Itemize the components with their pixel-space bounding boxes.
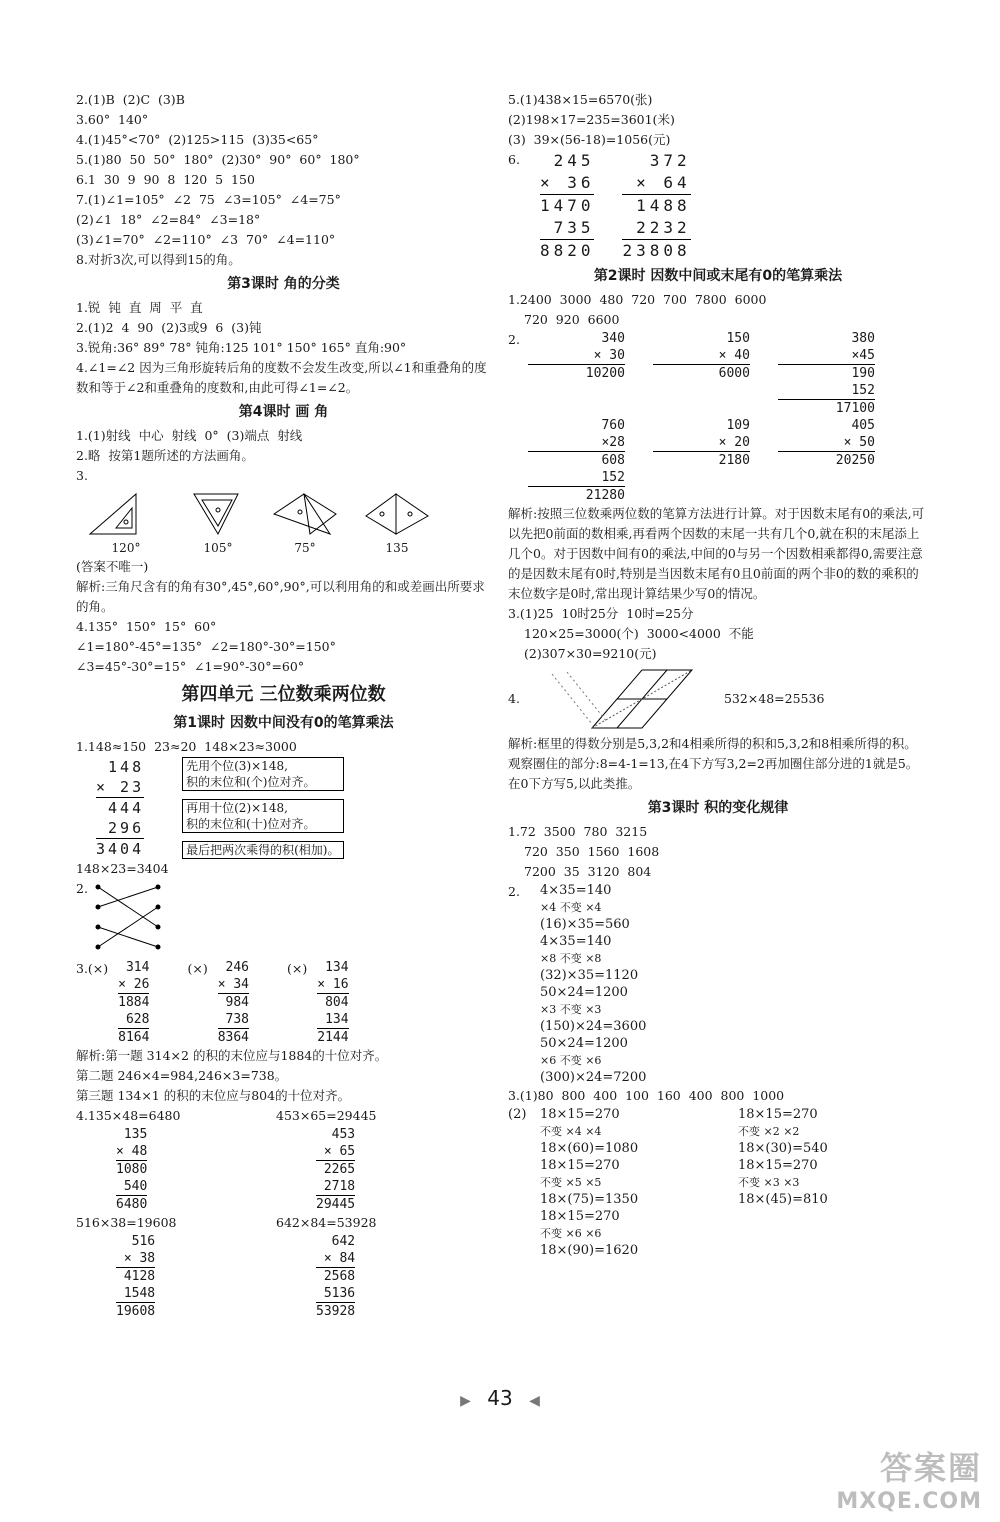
question-number: 2. — [508, 884, 520, 899]
question-number: 2. — [508, 332, 520, 347]
calc-line: 2144 — [317, 1030, 349, 1045]
rule-line: (300)×24=7200 — [540, 1070, 647, 1085]
note-text: 积的末位和(个)位对齐。 — [186, 775, 316, 789]
vertical-calc — [116, 1126, 147, 1213]
answer-line: 5.(1)80 50 50° 180° (2)30° 90° 60° 180° — [76, 152, 360, 167]
rule-line: (32)×35=1120 — [540, 968, 639, 983]
vertical-calc — [778, 417, 875, 504]
answer-line: 7200 35 3120 804 — [524, 864, 652, 879]
matching-lines-figure — [88, 879, 168, 959]
set-square-icon — [188, 490, 248, 538]
analysis-text: 解析:框里的得数分别是5,3,2和4相乘所得的积和5,3,2和8相乘所得的积。观察圈住的部分:8=4-1=13,在4下方写3,2=2再加圈住部分进的1就是5。在0下方写5,以此类推。 — [508, 736, 919, 791]
rule-line: 18×(75)=1350 — [540, 1192, 639, 1207]
lesson-title: 第1课时 因数中间没有0的笔算乘法 — [173, 715, 394, 731]
rule-block — [540, 882, 630, 933]
answer-line: 1.锐 钝 直 周 平 直 — [76, 300, 203, 315]
rule-line: 50×24=1200 — [540, 1036, 628, 1051]
set-square-icon — [270, 490, 340, 538]
calc-line: 516 — [131, 1234, 156, 1249]
calc-line: 134 — [325, 960, 349, 975]
answer-line: 8.对折3次,可以得到15的角。 — [76, 252, 241, 267]
answer-line: (2)307×30=9210(元) — [524, 646, 657, 661]
rule-line: 18×15=270 — [738, 1158, 818, 1173]
calc-line: 735 — [553, 218, 595, 237]
answer-line: ∠3=45°-30°=15° ∠1=90°-30°=60° — [76, 659, 305, 674]
calc-line: 380 — [851, 331, 875, 346]
lattice-multiplication-figure — [532, 664, 712, 734]
question-number: 6. — [508, 152, 520, 167]
answer-line: 3.60° 140° — [76, 112, 149, 127]
calc-line: 984 — [218, 993, 249, 1011]
vertical-calc — [653, 330, 750, 417]
lesson-title: 第3课时 积的变化规律 — [647, 800, 789, 816]
calc-line: × 48 — [116, 1144, 148, 1159]
calc-line: 20250 — [778, 451, 875, 469]
answer-line: (3) 39×(56-18)=1056(元) — [508, 132, 671, 147]
triangle-figure — [270, 490, 340, 555]
vertical-calc — [118, 959, 149, 1046]
judgement-mark: (×) — [187, 961, 208, 976]
answer-line: 532×48=25536 — [723, 691, 825, 706]
calc-line: × 38 — [123, 1251, 156, 1266]
calc-line: 29445 — [316, 1197, 356, 1212]
angle-label: 135 — [385, 541, 409, 555]
right-column — [508, 90, 928, 1259]
answer-line: 453×65=29445 — [276, 1108, 377, 1123]
calc-line: 540 — [123, 1179, 148, 1194]
watermark — [836, 1443, 982, 1514]
question-number — [508, 984, 534, 1035]
calc-line: 23808 — [622, 241, 691, 260]
change-rule-item — [738, 1106, 928, 1157]
calc-line: 5136 — [323, 1286, 356, 1301]
rule-block — [738, 1157, 928, 1208]
vertical-calc — [316, 1233, 355, 1320]
rule-line: 18×15=270 — [540, 1209, 620, 1224]
change-rule-item — [508, 1035, 928, 1086]
question-number — [508, 1035, 534, 1086]
calc-line: 17100 — [778, 399, 875, 417]
rule-line: (150)×24=3600 — [540, 1019, 647, 1034]
answer-line: 3.(1)25 10时25分 10时=25分 — [508, 606, 694, 621]
rule-arrows: 不变 ×6 ×6 — [540, 1227, 602, 1240]
rule-arrows: ×4 不变 ×4 — [540, 901, 602, 914]
vertical-multiplication-annotated — [96, 757, 491, 859]
rule-line: 18×(60)=1080 — [540, 1141, 639, 1156]
rule-line: 18×(45)=810 — [738, 1192, 828, 1207]
calc-line: 405 — [851, 418, 875, 433]
rule-line: 18×15=270 — [540, 1158, 620, 1173]
calc-line: 135 — [123, 1127, 148, 1142]
rule-arrows: 不变 ×2 ×2 — [738, 1125, 800, 1138]
question-number: 2. — [76, 881, 88, 896]
answer-line: 1.148≈150 23≈20 148×23≈3000 — [76, 739, 297, 754]
answer-line: ∠1=180°-45°=135° ∠2=180°-30°=150° — [76, 639, 336, 654]
answer-line: 120×25=3000(个) 3000<4000 不能 — [524, 626, 754, 641]
rule-line: 18×15=270 — [540, 1107, 620, 1122]
watermark-logo-text: 答案圈 — [879, 1449, 982, 1487]
note-text: 再用十位(2)×148, — [186, 801, 288, 815]
set-square-icon — [86, 490, 166, 538]
calc-line: 19608 — [116, 1304, 156, 1319]
rule-block — [540, 984, 646, 1035]
step-notes — [182, 757, 343, 859]
calc-line: 8820 — [539, 241, 595, 260]
rule-arrows: ×6 不变 ×6 — [540, 1054, 602, 1067]
step-note — [182, 757, 343, 791]
answer-line: 720 920 6600 — [524, 312, 620, 327]
answer-line: 4.(1)45°<70° (2)125>115 (3)35<65° — [76, 132, 319, 147]
vertical-calc — [528, 417, 625, 504]
rule-line: 18×15=270 — [738, 1107, 818, 1122]
calc-line: 642 — [331, 1234, 356, 1249]
rule-block — [540, 933, 638, 984]
triangle-figure — [86, 490, 166, 555]
answer-line: (3)∠1=70° ∠2=110° ∠3 70° ∠4=110° — [76, 232, 336, 247]
rule-line: 18×(90)=1620 — [540, 1243, 639, 1258]
question-number: 4. — [508, 691, 520, 706]
calc-line: 150 — [726, 331, 750, 346]
calc-line: 1080 — [116, 1162, 148, 1177]
answer-line: 148×23=3404 — [76, 861, 169, 876]
vertical-calc — [778, 330, 875, 417]
change-rule-item — [508, 984, 928, 1035]
calc-line: × 30 — [593, 348, 625, 363]
rule-line: 50×24=1200 — [540, 985, 628, 1000]
answer-line: 4.∠1=∠2 因为三角形旋转后角的度数不会发生改变,所以∠1和重叠角的度数和等于∠2和重叠角的度数和,由此可得∠1=∠2。 — [76, 360, 487, 395]
answer-line: 4.135×48=6480 — [76, 1108, 181, 1123]
answer-line: 5.(1)438×15=6570(张) — [508, 92, 653, 107]
calc-line: 2718 — [323, 1179, 356, 1194]
calc-line: 738 — [225, 1012, 250, 1027]
note-text: 先用个位(3)×148, — [186, 759, 288, 773]
change-rule-item — [508, 1208, 738, 1259]
calc-line: 4128 — [116, 1267, 155, 1285]
calc-line: 3404 — [96, 840, 145, 858]
change-rule-grid — [508, 1106, 928, 1259]
calc-line: 21280 — [528, 486, 625, 504]
change-rule-item — [508, 1157, 738, 1208]
calc-line: 314 — [125, 960, 150, 975]
calc-line: × 65 — [323, 1144, 356, 1159]
answer-line: 2.略 按第1题所述的方法画角。 — [76, 448, 254, 463]
left-column — [76, 90, 491, 1320]
change-rule-list — [508, 882, 928, 1086]
answer-line: 642×84=53928 — [276, 1215, 377, 1230]
calc-line: 2180 — [653, 451, 750, 469]
q4-item — [276, 1106, 476, 1213]
calc-line: 2232 — [636, 218, 691, 237]
page-footer — [0, 1386, 1000, 1410]
rule-block — [540, 1035, 646, 1086]
lesson-title: 第4课时 画 角 — [238, 404, 329, 420]
page-number: 43 — [487, 1386, 513, 1410]
rule-block — [738, 1106, 928, 1157]
calc-line: 6480 — [116, 1197, 148, 1212]
q4-item — [76, 1106, 276, 1213]
vertical-calc — [540, 150, 595, 262]
angle-label: 75° — [294, 541, 316, 555]
analysis-text: 解析:按照三位数乘两位数的笔算方法进行计算。对于因数末尾有0的乘法,可以先把0前面的数相乘,再看两个因数的末尾一共有几个0,就在积的末尾添上几个0。对于因数中间有0的乘法,中间的0与另一个因数相乘都得0,需要注意的是因数末尾有0时,特别是当因数末尾有0且0前面的两个非0的数的乘积的末位数字是0时,常出现计算结果少写0的情况。 — [508, 506, 925, 601]
calc-line: 340 — [601, 331, 625, 346]
triangle-figure — [362, 490, 432, 555]
answer-line: 7.(1)∠1=105° ∠2 75 ∠3=105° ∠4=75° — [76, 192, 341, 207]
calc-line: 296 — [108, 819, 145, 837]
calc-line: × 20 — [718, 435, 750, 450]
calc-line: 372 — [649, 151, 691, 170]
change-rule-item — [508, 1106, 738, 1157]
set-square-icon — [362, 490, 432, 538]
calc-line: 608 — [528, 451, 625, 469]
answer-line: (2)∠1 18° ∠2=84° ∠3=18° — [76, 212, 261, 227]
chevron-right-icon: ▶ — [460, 1393, 471, 1409]
answer-line: 3.(1)80 800 400 100 160 400 800 1000 — [508, 1088, 785, 1103]
vertical-calc — [653, 417, 750, 504]
rule-block — [540, 1157, 638, 1208]
unit-title: 第四单元 三位数乘两位数 — [181, 684, 386, 705]
calc-line: × 26 — [118, 977, 150, 992]
calc-line: 134 — [325, 1012, 349, 1027]
calc-line: 760 — [601, 418, 625, 433]
rule-arrows: ×8 不变 ×8 — [540, 952, 602, 965]
watermark-url: MXQE.COM — [836, 1489, 982, 1514]
q4-calcs — [76, 1106, 491, 1320]
analysis-text: 解析:第一题 314×2 的积的末位应与1884的十位对齐。 — [76, 1048, 388, 1063]
answer-line: 4.135° 150° 15° 60° — [76, 619, 217, 634]
vertical-calc — [316, 1126, 355, 1213]
answer-line: 6.1 30 9 90 8 120 5 150 — [76, 172, 255, 187]
calc-line: 10200 — [528, 364, 625, 382]
note-text: 积的末位和(十)位对齐。 — [186, 817, 316, 831]
question-number: (2) — [508, 1107, 527, 1122]
calc-line: 246 — [225, 960, 250, 975]
change-rule-item — [738, 1157, 928, 1208]
answer-line: 2.(1)B (2)C (3)B — [76, 92, 185, 107]
calc-line: 6000 — [653, 364, 750, 382]
rule-line: 18×(30)=540 — [738, 1141, 828, 1156]
lesson-title: 第2课时 因数中间或末尾有0的笔算乘法 — [593, 268, 843, 284]
change-rule-item — [508, 882, 928, 933]
question-number — [508, 1157, 534, 1208]
step-note: 最后把两次乘得的积(相加)。 — [182, 841, 343, 859]
calc-line: × 36 — [539, 173, 595, 192]
triangle-figure — [188, 490, 248, 555]
q2-calcs — [508, 330, 928, 504]
calc-line: 1548 — [123, 1286, 156, 1301]
lesson-title: 第3课时 角的分类 — [227, 276, 340, 292]
question-number: 3.(×) — [76, 961, 109, 976]
calc-line: 2265 — [316, 1160, 355, 1178]
calc-line: × 50 — [843, 435, 875, 450]
analysis-text: 第三题 134×1 的积的末位应与804的十位对齐。 — [76, 1088, 351, 1103]
rule-arrows: 不变 ×5 ×5 — [540, 1176, 602, 1189]
answer-line: 516×38=19608 — [76, 1215, 177, 1230]
calc-line: 453 — [331, 1127, 356, 1142]
calc-line: 1488 — [622, 194, 690, 217]
calc-line: ×28 — [601, 435, 625, 450]
calc-line: × 40 — [718, 348, 750, 363]
calc-line: 152 — [851, 383, 875, 398]
judgement-mark: (×) — [287, 961, 308, 976]
step-note — [182, 799, 343, 833]
angle-label: 120° — [111, 541, 141, 555]
analysis-text: 第二题 246×4=984,246×3=738。 — [76, 1068, 288, 1083]
chevron-left-icon: ◀ — [529, 1393, 540, 1409]
rule-line: 4×35=140 — [540, 934, 612, 949]
rule-block — [540, 1106, 638, 1157]
calc-line: 245 — [553, 151, 595, 170]
q6-calcs — [508, 150, 928, 262]
analysis-text: 解析:三角尺含有的角有30°,45°,60°,90°,可以利用角的和或差画出所要求的角。 — [76, 579, 485, 614]
vertical-calc — [528, 330, 625, 417]
calc-line: × 34 — [217, 977, 250, 992]
calc-line: 8364 — [217, 1030, 250, 1045]
rule-block — [540, 1208, 638, 1259]
calc-line: × 64 — [636, 173, 691, 192]
answer-line: 1.72 3500 780 3215 — [508, 824, 648, 839]
rule-arrows: 不变 ×4 ×4 — [540, 1125, 602, 1138]
vertical-calc — [96, 757, 144, 859]
correction-question — [76, 959, 491, 1046]
vertical-calc — [218, 959, 249, 1046]
rule-line: 4×35=140 — [540, 883, 612, 898]
q4-item — [76, 1213, 276, 1320]
answer-line: (答案不唯一) — [76, 559, 149, 574]
answer-line: 2.(1)2 4 90 (2)3或9 6 (3)钝 — [76, 320, 262, 335]
calc-line: 1470 — [539, 196, 595, 215]
calc-line: 8164 — [118, 1030, 150, 1045]
answer-line: (2)198×17=235=3601(米) — [508, 112, 675, 127]
calc-line: × 16 — [317, 977, 349, 992]
matching-question — [76, 879, 491, 959]
rule-arrows: ×3 不变 ×3 — [540, 1003, 602, 1016]
rule-line: (16)×35=560 — [540, 917, 630, 932]
triangle-figures — [86, 490, 491, 555]
calc-line: × 23 — [96, 778, 145, 796]
lattice-question — [508, 664, 928, 734]
calc-line: 628 — [125, 1012, 150, 1027]
calc-line: 444 — [96, 797, 144, 818]
vertical-calc — [317, 959, 348, 1046]
vertical-calc — [116, 1233, 155, 1320]
calc-line: ×45 — [851, 348, 875, 363]
answer-line: 720 350 1560 1608 — [524, 844, 660, 859]
calc-grid — [528, 330, 903, 504]
q4-item — [276, 1213, 476, 1320]
left-top-lines — [76, 90, 491, 270]
question-number — [508, 1208, 534, 1259]
answer-line: 1.(1)射线 中心 射线 0° (3)端点 射线 — [76, 428, 303, 443]
answer-line: 3. — [76, 468, 88, 483]
question-number — [508, 933, 534, 984]
calc-line: × 84 — [323, 1251, 356, 1266]
calc-line: 152 — [601, 470, 625, 485]
calc-line: 1884 — [118, 995, 150, 1010]
calc-line: 109 — [726, 418, 750, 433]
rule-arrows: 不变 ×3 ×3 — [738, 1176, 800, 1189]
answer-line: 1.2400 3000 480 720 700 7800 6000 — [508, 292, 767, 307]
calc-line: 2568 — [316, 1267, 355, 1285]
answer-line: 3.锐角:36° 89° 78° 钝角:125 101° 150° 165° 直角:90° — [76, 340, 407, 355]
angle-label: 105° — [203, 541, 233, 555]
change-rule-item — [508, 933, 928, 984]
calc-line: 804 — [317, 993, 348, 1011]
vertical-calc — [622, 150, 690, 262]
calc-line: 53928 — [316, 1304, 356, 1319]
calc-line: 190 — [778, 364, 875, 382]
calc-line: 148 — [108, 758, 145, 776]
